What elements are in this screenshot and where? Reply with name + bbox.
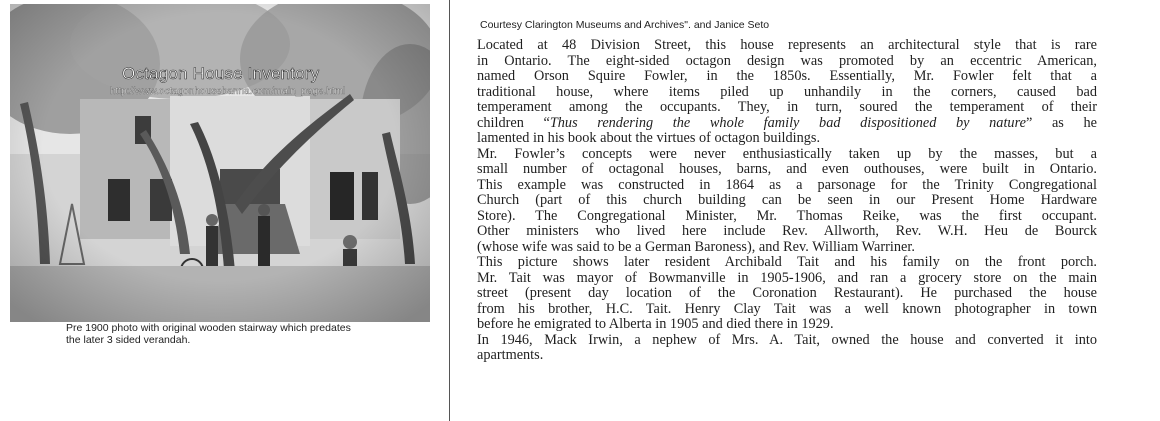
- quote-open: children “: [477, 114, 550, 131]
- body-line: small number of octagonal houses, barns, and even outhouses, were built in Ontario.: [477, 161, 1097, 177]
- book-quote: Thus rendering the whole family bad dispositioned by nature: [549, 114, 1026, 131]
- photo-caption: [66, 322, 406, 346]
- photo-credit: Courtesy Clarington Museums and Archives". and Janice Seto: [480, 19, 770, 31]
- body-line: before he emigrated to Alberta in 1905 and died there in 1929.: [477, 316, 834, 332]
- historic-photo-panel: [10, 4, 430, 322]
- caption-line: Pre 1900 photo with original wooden stairway which predates: [66, 322, 351, 334]
- body-line: street (present day location of the Coronation Restaurant). He purchased the house: [477, 285, 1097, 301]
- body-line: Other ministers who lived here include Rev. Allworth, Rev. W.H. Heu de Bourck: [477, 223, 1097, 239]
- body-line-with-quote: [477, 116, 1097, 132]
- body-line: Located at 48 Division Street, this house represents an architectural style that is rare: [477, 37, 1097, 53]
- column-divider: [449, 0, 450, 421]
- body-line: apartments.: [477, 347, 544, 363]
- body-line: Mr. Fowler’s concepts were never enthusiastically taken up by the masses, but a: [477, 145, 1097, 162]
- body-line: Store). The Congregational Minister, Mr. Thomas Reike, was the first occupant.: [477, 207, 1097, 224]
- caption-line: the later 3 sided verandah.: [66, 334, 191, 346]
- body-line: Church (part of this church building can be seen in our Present Home Hardware: [477, 192, 1097, 208]
- body-line: in Ontario. The eight-sided octagon design was promoted by an eccentric American,: [477, 52, 1097, 69]
- photo-watermark-title: Octagon House Inventory: [122, 64, 320, 83]
- octagon-house-photo: [10, 4, 430, 322]
- body-line: named Orson Squire Fowler, in the 1850s. Essentially, Mr. Fowler felt that a: [477, 68, 1097, 84]
- body-line: lamented in his book about the virtues of octagon buildings.: [477, 130, 821, 146]
- body-line: This example was constructed in 1864 as a parsonage for the Trinity Congregational: [477, 176, 1097, 193]
- body-line: Mr. Tait was mayor of Bowmanville in 1905-1906, and ran a grocery store on the main: [477, 269, 1097, 286]
- body-line: traditional house, where items piled up unhandily in the corners, caused bad: [477, 83, 1097, 100]
- body-line: (whose wife was said to be a German Baroness), and Rev. William Warriner.: [477, 238, 915, 255]
- quote-close: ” as he: [1025, 114, 1097, 131]
- body-line: This picture shows later resident Archibald Tait and his family on the front porch.: [477, 254, 1097, 270]
- body-line: from his brother, H.C. Tait. Henry Clay Tait was a well known photographer in town: [477, 300, 1097, 317]
- article-body: [477, 38, 1097, 364]
- photo-watermark-url: http://www.octagonhousebanna.com/main_page.html: [110, 86, 346, 97]
- body-line: temperament among the occupants. They, in turn, soured the temperament of their: [477, 99, 1097, 115]
- body-line: In 1946, Mack Irwin, a nephew of Mrs. A. Tait, owned the house and converted it into: [477, 331, 1097, 348]
